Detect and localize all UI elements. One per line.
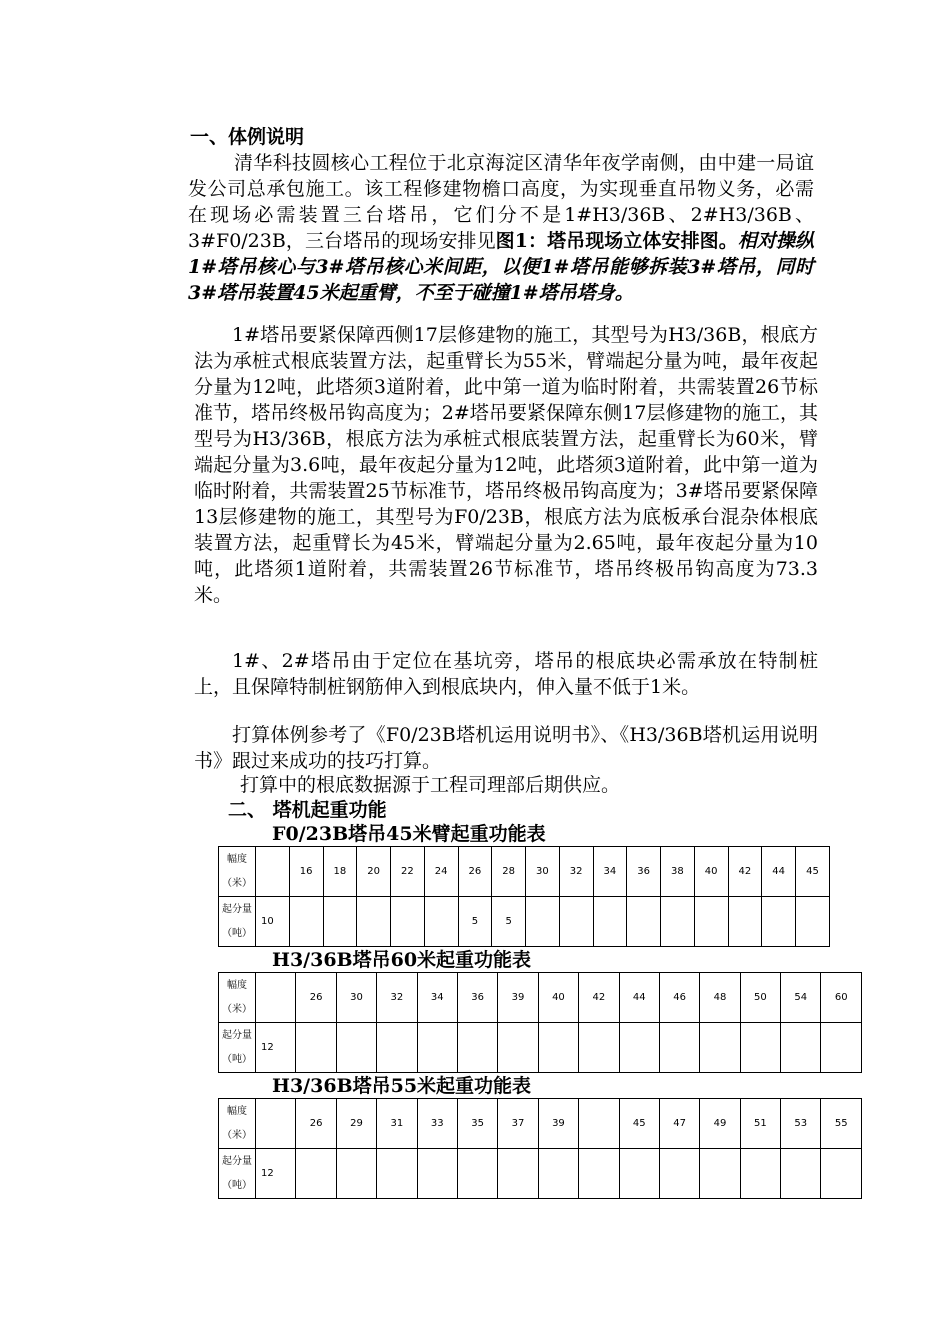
table-cell bbox=[457, 1149, 497, 1199]
table-cell bbox=[256, 973, 296, 1023]
row-label bbox=[219, 847, 256, 897]
table-cell bbox=[538, 1149, 578, 1199]
table-cell bbox=[619, 1023, 659, 1073]
row-label bbox=[219, 1099, 256, 1149]
table-cell bbox=[661, 897, 695, 947]
table-cell bbox=[728, 897, 762, 947]
table-cell bbox=[417, 1149, 457, 1199]
table-cell bbox=[700, 1023, 740, 1073]
row-label bbox=[219, 897, 256, 947]
table-cell: 46 bbox=[659, 973, 699, 1023]
table-cell: 44 bbox=[762, 847, 796, 897]
table-cell: 44 bbox=[619, 973, 659, 1023]
table-cell bbox=[762, 897, 796, 947]
radius-row bbox=[219, 973, 862, 1023]
table-cell: 22 bbox=[391, 847, 425, 897]
table-cell: 36 bbox=[627, 847, 661, 897]
table-cell: 34 bbox=[593, 847, 627, 897]
table-cell bbox=[579, 1149, 619, 1199]
paragraph-crane-details: 1#塔吊要紧保障西侧17层修建物的施工，其型号为H3/36B，根底方法为承桩式根底装置方法，起重臂长为55米，臂端起分量为吨，最年夜起分量为12吨，此塔须3道附着，此中第一道为临时附着，共需装置26节标准节，塔吊终极吊钩高度为；2#塔吊要紧保障东侧17层修建物的施工，其型号为H3/36B，根底方法为承桩式根底装置方法，起重臂长为60米，臂端起分量为3.6吨，最年夜起分量为12吨，此塔须3道附着，此中第一道为临时附着，共需装置25节标准节，塔吊终极吊钩高度为；3#塔吊要紧保障13层修建物的施工，其型号为F0/23B，根底方法为底板承台混杂体根底装置方法，起重臂长为45米，臂端起分量为2.65吨，最年夜起分量为10吨，此塔须1道附着，共需装置26节标准节，塔吊终极吊钩高度为73.3米。 bbox=[194, 324, 818, 606]
table-cell: 51 bbox=[740, 1099, 780, 1149]
table-cell bbox=[424, 897, 458, 947]
radius-row bbox=[219, 1099, 862, 1149]
table-cell bbox=[498, 1023, 538, 1073]
row-label bbox=[219, 1149, 256, 1199]
row-label-line: 起分量 bbox=[222, 903, 252, 915]
table-2-caption: H3/36B塔吊60米起重功能表 bbox=[272, 949, 532, 971]
table-cell: 39 bbox=[538, 1099, 578, 1149]
table-3-caption: H3/36B塔吊55米起重功能表 bbox=[272, 1075, 532, 1097]
table-cell bbox=[391, 897, 425, 947]
table-cell bbox=[256, 1099, 296, 1149]
row-label-line: （米） bbox=[222, 1003, 252, 1015]
row-label-line: 幅度 bbox=[227, 979, 247, 991]
table-cell bbox=[559, 897, 593, 947]
table-cell bbox=[296, 1149, 336, 1199]
table-cell bbox=[821, 1149, 862, 1199]
table-cell: 54 bbox=[781, 973, 821, 1023]
section-1-heading: 一、体例说明 bbox=[190, 126, 305, 148]
table-cell: 24 bbox=[424, 847, 458, 897]
table-cell bbox=[796, 897, 830, 947]
table-1-caption: F0/23B塔吊45米臂起重功能表 bbox=[272, 823, 546, 845]
paragraph-references: 打算体例参考了《F0/23B塔机运用说明书》、《H3/36B塔机运用说明书》跟过来成功的技巧打算。 bbox=[194, 724, 818, 772]
table-cell bbox=[659, 1023, 699, 1073]
table-cell: 30 bbox=[526, 847, 560, 897]
table-cell: 12 bbox=[256, 1149, 296, 1199]
table-cell: 49 bbox=[700, 1099, 740, 1149]
table-cell bbox=[579, 1099, 619, 1149]
table-cell: 5 bbox=[492, 897, 526, 947]
table-cell: 32 bbox=[377, 973, 417, 1023]
table-cell: 16 bbox=[289, 847, 323, 897]
row-label-line: （吨） bbox=[222, 927, 252, 939]
table-cell bbox=[498, 1149, 538, 1199]
table-cell: 53 bbox=[781, 1099, 821, 1149]
table-cell: 10 bbox=[256, 897, 290, 947]
overview-text: 清华科技圆核心工程位于北京海淀区清华年夜学南侧，由中建一局谊发公司总承包施工。该工程修建物檐口高度，为实现垂直吊物义务，必需在现场必需装置三台塔吊，它们分不是1#H3/36B、2#H3/36B、3#F0/23B，三台塔吊的现场安排见 bbox=[188, 152, 814, 252]
table-cell: 28 bbox=[492, 847, 526, 897]
table-cell: 39 bbox=[498, 973, 538, 1023]
figure-reference: 图1：塔吊现场立体安排图。 bbox=[495, 230, 738, 252]
table-cell: 55 bbox=[821, 1099, 862, 1149]
table-cell bbox=[627, 897, 661, 947]
emphasis-note: 相对操纵1#塔吊核心与3#塔吊核心米间距，以便1#塔吊能够拆装3#塔吊，同时3#塔吊装置45米起重臂，不至于碰撞1#塔吊塔身。 bbox=[188, 230, 814, 304]
table-cell: 31 bbox=[377, 1099, 417, 1149]
load-row bbox=[219, 1149, 862, 1199]
table-cell bbox=[457, 1023, 497, 1073]
table-cell bbox=[417, 1023, 457, 1073]
table-cell: 40 bbox=[538, 973, 578, 1023]
row-label-line: 起分量 bbox=[222, 1155, 252, 1167]
table-cell bbox=[821, 1023, 862, 1073]
table-cell: 35 bbox=[457, 1099, 497, 1149]
table-cell: 60 bbox=[821, 973, 862, 1023]
table-cell: 26 bbox=[296, 973, 336, 1023]
row-label bbox=[219, 1023, 256, 1073]
row-label-line: （吨） bbox=[222, 1053, 252, 1065]
table-cell bbox=[296, 1023, 336, 1073]
table-cell: 36 bbox=[457, 973, 497, 1023]
table-cell bbox=[694, 897, 728, 947]
table-cell: 42 bbox=[728, 847, 762, 897]
table-cell: 34 bbox=[417, 973, 457, 1023]
table-cell: 40 bbox=[694, 847, 728, 897]
table-cell bbox=[336, 1149, 376, 1199]
table-cell: 42 bbox=[579, 973, 619, 1023]
paragraph-foundation: 1#、2#塔吊由于定位在基坑旁，塔吊的根底块必需承放在特制桩上，且保障特制桩钢筋伸入到根底块内，伸入量不低于1米。 bbox=[194, 650, 818, 698]
table-cell bbox=[579, 1023, 619, 1073]
lifting-table-f023b-45 bbox=[218, 846, 830, 947]
table-cell: 20 bbox=[357, 847, 391, 897]
table-cell: 50 bbox=[740, 973, 780, 1023]
lifting-table-h336b-55 bbox=[218, 1098, 862, 1199]
table-cell bbox=[377, 1149, 417, 1199]
table-cell bbox=[538, 1023, 578, 1073]
row-label-line: 起分量 bbox=[222, 1029, 252, 1041]
table-cell bbox=[700, 1149, 740, 1199]
table-cell: 29 bbox=[336, 1099, 376, 1149]
table-cell bbox=[256, 847, 290, 897]
table-cell bbox=[377, 1023, 417, 1073]
table-cell bbox=[323, 897, 357, 947]
row-label-line: 幅度 bbox=[227, 853, 247, 865]
row-label bbox=[219, 973, 256, 1023]
table-cell: 26 bbox=[458, 847, 492, 897]
table-cell: 45 bbox=[796, 847, 830, 897]
table-cell: 33 bbox=[417, 1099, 457, 1149]
table-cell: 32 bbox=[559, 847, 593, 897]
table-cell bbox=[336, 1023, 376, 1073]
load-row bbox=[219, 1023, 862, 1073]
table-cell bbox=[781, 1023, 821, 1073]
table-cell bbox=[357, 897, 391, 947]
row-label-line: （米） bbox=[222, 877, 252, 889]
table-cell bbox=[593, 897, 627, 947]
table-cell bbox=[740, 1023, 780, 1073]
table-cell: 12 bbox=[256, 1023, 296, 1073]
paragraph-overview bbox=[188, 150, 814, 306]
row-label-line: 幅度 bbox=[227, 1105, 247, 1117]
section-2-heading: 二、 塔机起重功能 bbox=[228, 799, 387, 821]
table-cell: 26 bbox=[296, 1099, 336, 1149]
load-row bbox=[219, 897, 830, 947]
table-cell: 30 bbox=[336, 973, 376, 1023]
table-cell: 18 bbox=[323, 847, 357, 897]
table-cell bbox=[740, 1149, 780, 1199]
table-cell bbox=[526, 897, 560, 947]
table-cell: 47 bbox=[659, 1099, 699, 1149]
table-cell bbox=[659, 1149, 699, 1199]
table-cell: 5 bbox=[458, 897, 492, 947]
table-cell bbox=[781, 1149, 821, 1199]
table-cell bbox=[289, 897, 323, 947]
table-cell: 38 bbox=[661, 847, 695, 897]
row-label-line: （吨） bbox=[222, 1179, 252, 1191]
table-cell bbox=[619, 1149, 659, 1199]
lifting-table-h336b-60 bbox=[218, 972, 862, 1073]
table-cell: 37 bbox=[498, 1099, 538, 1149]
table-cell: 45 bbox=[619, 1099, 659, 1149]
row-label-line: （米） bbox=[222, 1129, 252, 1141]
paragraph-data-source: 打算中的根底数据源于工程司理部后期供应。 bbox=[240, 774, 621, 796]
radius-row bbox=[219, 847, 830, 897]
table-cell: 48 bbox=[700, 973, 740, 1023]
